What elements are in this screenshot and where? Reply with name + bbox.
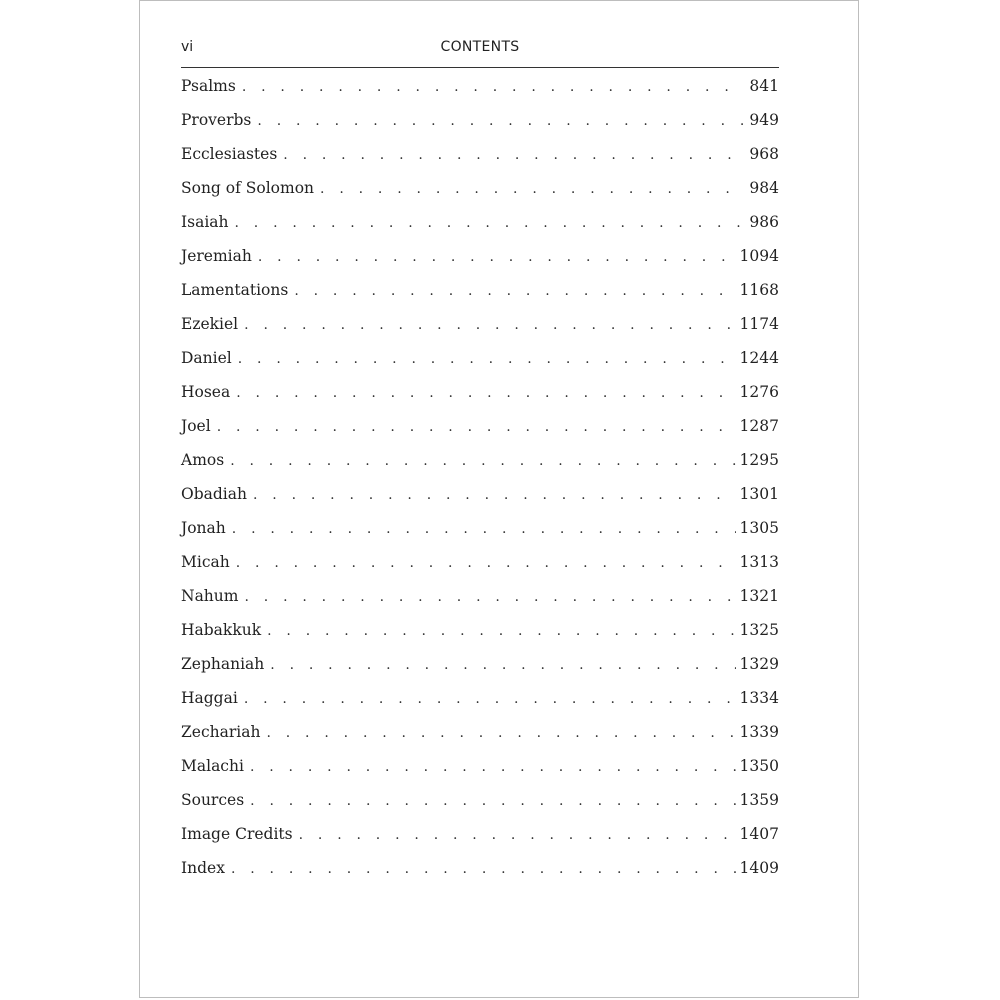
page-title: CONTENTS — [440, 39, 520, 55]
toc-entry-title: Jeremiah — [181, 247, 252, 265]
dot-leader — [253, 487, 736, 503]
toc-entry-title: Joel — [181, 417, 211, 435]
toc-entry-page: 1244 — [739, 349, 779, 367]
toc-entry-page: 1094 — [739, 247, 779, 265]
toc-entry[interactable] — [181, 791, 779, 825]
toc-entry[interactable] — [181, 689, 779, 723]
dot-leader — [257, 113, 743, 129]
toc-entry-page: 1301 — [739, 485, 779, 503]
toc-entry-title: Ezekiel — [181, 315, 239, 333]
toc-entry-page: 1313 — [739, 553, 779, 571]
toc-entry-title: Zechariah — [181, 723, 261, 741]
toc-entry-title: Sources — [181, 791, 245, 809]
toc-entry[interactable] — [181, 247, 779, 281]
toc-entry[interactable] — [181, 587, 779, 621]
dot-leader — [236, 385, 735, 401]
toc-entry-page: 1295 — [739, 451, 779, 469]
toc-entry[interactable] — [181, 621, 779, 655]
dot-leader — [231, 861, 736, 877]
dot-leader — [299, 827, 736, 843]
toc-entry[interactable] — [181, 825, 779, 859]
toc-entry-page: 1334 — [739, 689, 779, 707]
toc-entry[interactable] — [181, 349, 779, 383]
toc-entry-title: Song of Solomon — [181, 179, 315, 197]
toc-entry[interactable] — [181, 485, 779, 519]
dot-leader — [267, 623, 735, 639]
toc-entry-page: 1168 — [739, 281, 779, 299]
toc-entry-title: Daniel — [181, 349, 232, 367]
page-header — [181, 37, 779, 68]
toc-entry[interactable] — [181, 519, 779, 553]
toc-entry-page: 1287 — [739, 417, 779, 435]
dot-leader — [235, 215, 744, 231]
toc-entry-page: 1276 — [739, 383, 779, 401]
dot-leader — [250, 793, 735, 809]
toc-entry-page: 1350 — [739, 757, 779, 775]
toc-entry[interactable] — [181, 553, 779, 587]
dot-leader — [236, 555, 736, 571]
toc-entry-page: 1325 — [739, 621, 779, 639]
toc-entry[interactable] — [181, 179, 779, 213]
dot-leader — [266, 725, 735, 741]
table-of-contents — [181, 77, 779, 893]
toc-entry-page: 1305 — [739, 519, 779, 537]
dot-leader — [230, 453, 735, 469]
toc-entry-title: Habakkuk — [181, 621, 262, 639]
toc-entry-title: Lamentations — [181, 281, 289, 299]
toc-entry[interactable] — [181, 77, 779, 111]
toc-entry-page: 949 — [749, 111, 779, 129]
dot-leader — [217, 419, 736, 435]
toc-entry[interactable] — [181, 383, 779, 417]
dot-leader — [294, 283, 735, 299]
toc-entry-title: Nahum — [181, 587, 239, 605]
dot-leader — [270, 657, 735, 673]
toc-entry-page: 1339 — [739, 723, 779, 741]
toc-entry-title: Amos — [181, 451, 225, 469]
toc-entry[interactable] — [181, 859, 779, 893]
toc-entry-title: Proverbs — [181, 111, 252, 129]
dot-leader — [232, 521, 736, 537]
dot-leader — [238, 351, 736, 367]
toc-entry-title: Zephaniah — [181, 655, 265, 673]
toc-entry-page: 1174 — [739, 315, 779, 333]
dot-leader — [283, 147, 743, 163]
dot-leader — [250, 759, 736, 775]
page-number: vi — [181, 39, 194, 55]
toc-entry-title: Psalms — [181, 77, 236, 95]
toc-entry[interactable] — [181, 315, 779, 349]
toc-entry-page: 1329 — [739, 655, 779, 673]
toc-entry[interactable] — [181, 655, 779, 689]
toc-entry-page: 1407 — [739, 825, 779, 843]
toc-entry[interactable] — [181, 451, 779, 485]
document-page — [139, 0, 859, 998]
toc-entry-page: 841 — [749, 77, 779, 95]
toc-entry[interactable] — [181, 417, 779, 451]
toc-entry-title: Index — [181, 859, 225, 877]
toc-entry-page: 1321 — [739, 587, 779, 605]
toc-entry-page: 986 — [749, 213, 779, 231]
dot-leader — [244, 691, 736, 707]
dot-leader — [242, 79, 743, 95]
toc-entry-page: 1359 — [739, 791, 779, 809]
toc-entry-title: Haggai — [181, 689, 238, 707]
dot-leader — [244, 317, 735, 333]
toc-entry[interactable] — [181, 111, 779, 145]
toc-entry-page: 1409 — [739, 859, 779, 877]
toc-entry[interactable] — [181, 723, 779, 757]
toc-entry[interactable] — [181, 281, 779, 315]
toc-entry-title: Micah — [181, 553, 230, 571]
toc-entry-page: 984 — [749, 179, 779, 197]
toc-entry-title: Jonah — [181, 519, 226, 537]
toc-entry-title: Ecclesiastes — [181, 145, 278, 163]
dot-leader — [320, 181, 743, 197]
toc-entry-title: Malachi — [181, 757, 244, 775]
dot-leader — [244, 589, 735, 605]
toc-entry-page: 968 — [749, 145, 779, 163]
dot-leader — [258, 249, 736, 265]
toc-entry-title: Hosea — [181, 383, 231, 401]
toc-entry-title: Obadiah — [181, 485, 247, 503]
toc-entry[interactable] — [181, 145, 779, 179]
toc-entry-title: Image Credits — [181, 825, 293, 843]
toc-entry[interactable] — [181, 213, 779, 247]
toc-entry[interactable] — [181, 757, 779, 791]
toc-entry-title: Isaiah — [181, 213, 229, 231]
